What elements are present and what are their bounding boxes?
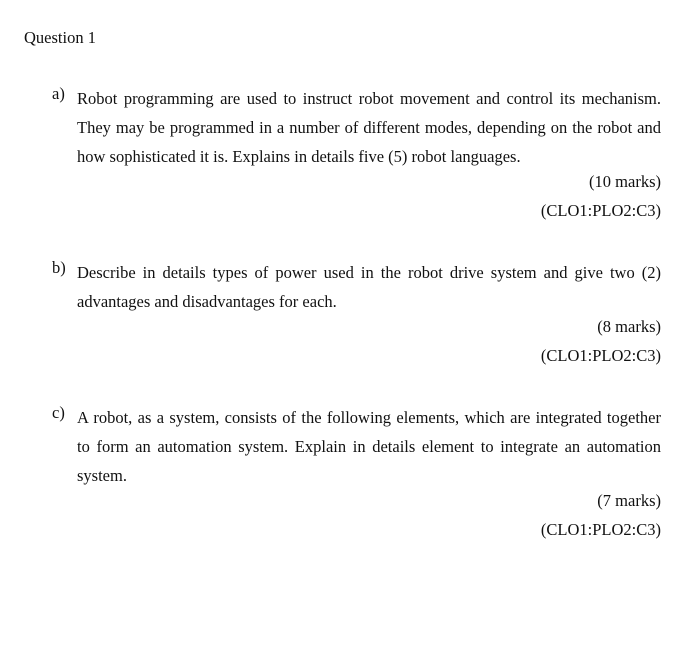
- clo-label: (CLO1:PLO2:C3): [540, 346, 661, 365]
- part-label: c): [52, 403, 65, 422]
- marks-label: (7 marks): [597, 491, 661, 510]
- marks-label: (10 marks): [589, 172, 661, 191]
- marks-label: (8 marks): [597, 317, 661, 336]
- part-label: b): [52, 258, 66, 277]
- part-text: A robot, as a system, consists of the following elements, which are integrated together to form an automation system. Explain in details element to integrate an automation system.: [77, 408, 661, 485]
- part-text: Robot programming are used to instruct robot movement and control its mechanism. They may be programmed in a number of different modes, depending on the robot and how sophisticated it is. Explains in details five (5) robot languages.: [77, 89, 661, 166]
- question-title: Question 1: [24, 28, 96, 47]
- clo-label: (CLO1:PLO2:C3): [540, 520, 661, 539]
- part-label: a): [52, 84, 65, 103]
- clo-label: (CLO1:PLO2:C3): [540, 201, 661, 220]
- part-text: Describe in details types of power used in the robot drive system and give two (2) advantages and disadvantages for each.: [77, 263, 661, 311]
